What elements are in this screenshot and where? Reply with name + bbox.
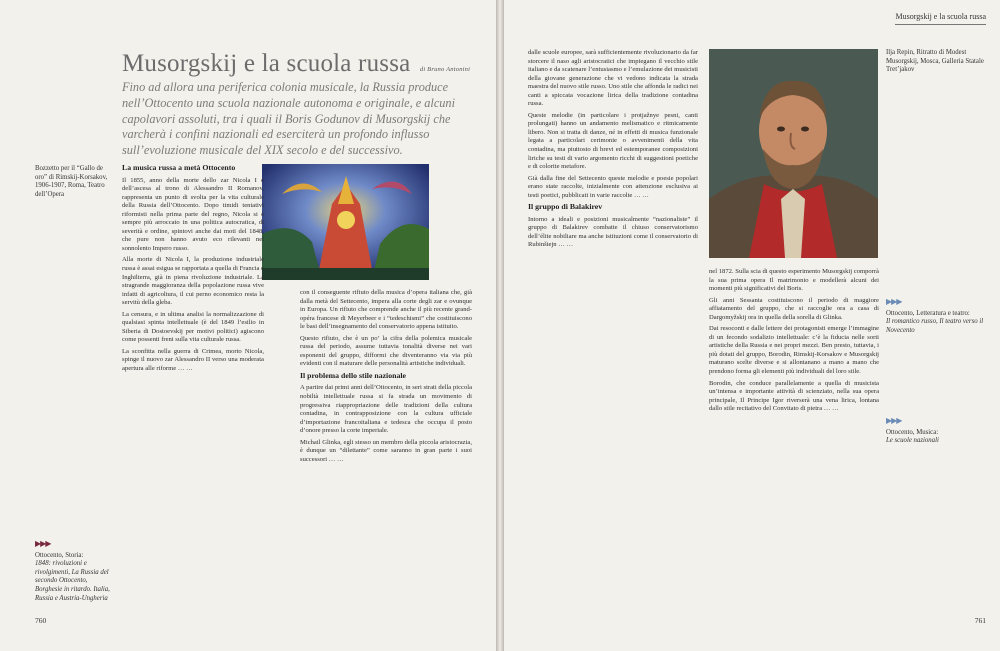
paragraph: dalle scuole europee, sarà sufficientemente rivoluzionario da far storcere il naso agli aristocratici che impiegano il vecchio stile italiano e da scatenare l’entusiasmo e l’emulazione dei musicisti della giovane generazione che vi vedono indicata la strada maestra del nuovo stile russo. Uno stile che affonda le radici nei canti a spiccata vocazione lirica della tradizione contadina russa. bbox=[528, 49, 698, 108]
caption-text: Bozzetto per il “Gallo de oro” di Rimskij-Korsakov, 1906-1907, Roma, Teatro dell’Opera bbox=[35, 165, 108, 198]
paragraph: Gli anni Sessanta costituiscono il periodo di maggiore affiatamento del gruppo, che si raccoglie ora a casa di Dargomyžskij ora in quella della sorella di Glinka. bbox=[709, 296, 879, 321]
paragraph: Già dalla fine del Settecento queste melodie e poesie popolari erano state raccolte, inizialmente con attenzione esclusiva ai testi poetici, pubblicati in varie raccolte … … bbox=[528, 174, 698, 199]
section-heading: Il gruppo di Balakirev bbox=[528, 202, 603, 212]
section-heading: Il problema dello stile nazionale bbox=[300, 370, 406, 380]
set-design-illustration bbox=[262, 164, 429, 280]
note-label: Ottocento, Musica: bbox=[886, 428, 939, 436]
paragraph: con il conseguente rifiuto della musica d’opera italiana che, già dalla metà del Settecento, impera alla corte degli zar e ovunque in Europa. Un rifiuto che comprende anche il più recente grand-opéra francese di Meyerbeer e i “tedeschismi” che costituiscono le basi dell’insegnamento del conservatorio appena istituito. bbox=[300, 289, 472, 331]
article-title bbox=[122, 50, 470, 78]
byline: di Bruno Antonini bbox=[419, 66, 471, 73]
intro-paragraph: Fino ad allora una periferica colonia musicale, la Russia produce nell’Ottocento una scuola nazionale autonoma e originale, e alcuni capolavori assoluti, tra i quali il Boris Godunov di Musorgskij che varcherà i confini nazionali ed eserciterà un profondo influsso sull’evoluzione musicale del XIX secolo e del successivo. bbox=[122, 80, 455, 158]
title-text: Musorgskij e la scuola russa bbox=[122, 50, 411, 77]
paragraph: Questo rifiuto, che è un po’ la cifra della polemica musicale russa del periodo, assume tuttavia tonalità diverse nei vari esponenti del gruppo, difformi che diventeranno via via più evidenti con il maturare delle personalità artistiche individuali. bbox=[300, 334, 472, 368]
left-column-1 bbox=[122, 164, 264, 604]
triple-arrow-icon: ▶▶▶ bbox=[886, 416, 902, 425]
paragraph: Borodin, che conduce parallelamente a quella di musicista un’intensa e importante attività di scienziato, nella sua opera principale, Il Principe Igor riverserà una vena lirica, lontana dallo stile recitativo del Convitato di pietra … … bbox=[709, 379, 879, 413]
note-text: Le scuole nazionali bbox=[886, 437, 939, 445]
page-number: 760 bbox=[35, 616, 47, 625]
caption-text: Ilja Repin, Ritratto di Modest Musorgskij, Mosca, Galleria Statale Tret’jakov bbox=[886, 49, 984, 74]
note-label: Ottocento, Letteratura e teatro: bbox=[886, 309, 970, 317]
paragraph: nel 1872. Sulla scia di questo esperimento Musorgskij comporrà la sua prima opera Il matrimonio e modellerà alcuni dei momenti più significativi del Boris. bbox=[709, 268, 879, 293]
paragraph: La censura, e in ultima analisi la normalizzazione di qualsiasi spinta intellettuale (è del 1849 l’esilio in Siberia di Dostoevskij per motivi politici) agiscono come possenti freni sulla vita culturale russa. bbox=[122, 310, 264, 344]
book-gutter bbox=[496, 0, 504, 651]
paragraph: Michail Glinka, egli stesso un membro della piccola aristocrazia, è dunque un “dilettante” come saranno in gran parte i suoi successori … … bbox=[300, 438, 472, 463]
left-page bbox=[0, 0, 496, 651]
page-number: 761 bbox=[974, 616, 986, 625]
left-column-2 bbox=[300, 289, 472, 604]
musorgskij-portrait bbox=[709, 49, 878, 258]
triple-arrow-icon: ▶▶▶ bbox=[886, 297, 902, 306]
paragraph: Il 1855, anno della morte dello zar Nicola I e dell’ascesa al trono di Alessandro II Romanov, rappresenta un punto di svolta per la vita culturale della Russia dell’Ottocento. Dopo timidi tentativi riformisti nella prima parte del regno, Nicola si è sempre più arroccato in una politica autocratica, di severità e ordine, spintovi anche dai moti del 1848, che pure non hanno avuto eco rilevanti nel sonnolento Impero russo. bbox=[122, 176, 264, 252]
section-heading: La musica russa a metà Ottocento bbox=[122, 164, 236, 172]
portrait-caption bbox=[886, 49, 986, 75]
paragraph: La sconfitta nella guerra di Crimea, morto Nicola, spinge il nuovo zar Alessandro II verso una moderata apertura alle riforme … … bbox=[122, 347, 264, 373]
cross-reference-note[interactable] bbox=[886, 417, 986, 446]
right-column-2 bbox=[709, 268, 879, 604]
right-column-1 bbox=[528, 49, 698, 604]
right-page bbox=[504, 0, 1000, 651]
paragraph: Dai resoconti e dalle lettere dei protagonisti emerge l’immagine di un fecondo sodalizio intellettuale: c’è la fiducia nelle sorti artistiche della Russia e nei propri mezzi. Ben presto, tuttavia, i più dotati del gruppo, Borodin, Rimskij-Korsakov e Musorgskij maturano scelte diverse e si allontanano a mano a mano che prendono forma gli elementi più individuali del loro stile. bbox=[709, 325, 879, 376]
triple-arrow-icon: ▶▶▶ bbox=[35, 539, 51, 548]
running-head: Musorgskij e la scuola russa bbox=[895, 12, 986, 25]
cross-reference-note[interactable] bbox=[35, 540, 115, 603]
note-label: Ottocento, Storia: bbox=[35, 551, 84, 559]
paragraph: A partire dai primi anni dell’Ottocento, in seri strati della piccola nobiltà intellettuale russa si fa strada un movimento di progressiva riappropriazione delle tradizioni della cultura contadina, in contrapposizione con la cultura ufficiale d’importazione francoitaliana e tedesca che occupa il posto d’onore presso la corte imperiale. bbox=[300, 384, 472, 435]
note-text: Il romantico russo, Il teatro verso il Novecento bbox=[886, 318, 984, 334]
paragraph: Intorno a ideali e posizioni musicalmente “nazionaliste” il gruppo di Balakirev combatte il chiuso conservatorismo dell’élite nobiliare ma anche istituzioni come il conservatorio di Rubinštejn … … bbox=[528, 215, 698, 249]
cross-reference-note[interactable] bbox=[886, 298, 986, 335]
paragraph: Alla morte di Nicola I, la produzione industriale russa è assai esigua se rapportata a quella di Francia e Inghilterra, già in piena rivoluzione industriale. La stragrande maggioranza della popolazione russa vive infatti di agricoltura, il cui perno economico resta la servitù della gleba. bbox=[122, 256, 264, 307]
note-text: 1848: rivoluzioni e rivolgimenti, La Russia del secondo Ottocento, Borghesie in ritardo. Italia, Russia e Austria-Ungheria bbox=[35, 560, 110, 602]
paragraph: Queste melodie (in particolare i protjažnye pesni, canti prolungati) hanno un andamento melismatico e ritmicamente libero. Non si tratta di danze, né in effetti di musica funzionale legata a particolari cerimonie o avvenimenti della vita contadina, ma piuttosto di brevi ed estemporanee composizioni liriche su testi di vario argomento ricchi di suggestioni poetiche e di colorite metafore. bbox=[528, 111, 698, 171]
figure-caption bbox=[35, 165, 113, 199]
